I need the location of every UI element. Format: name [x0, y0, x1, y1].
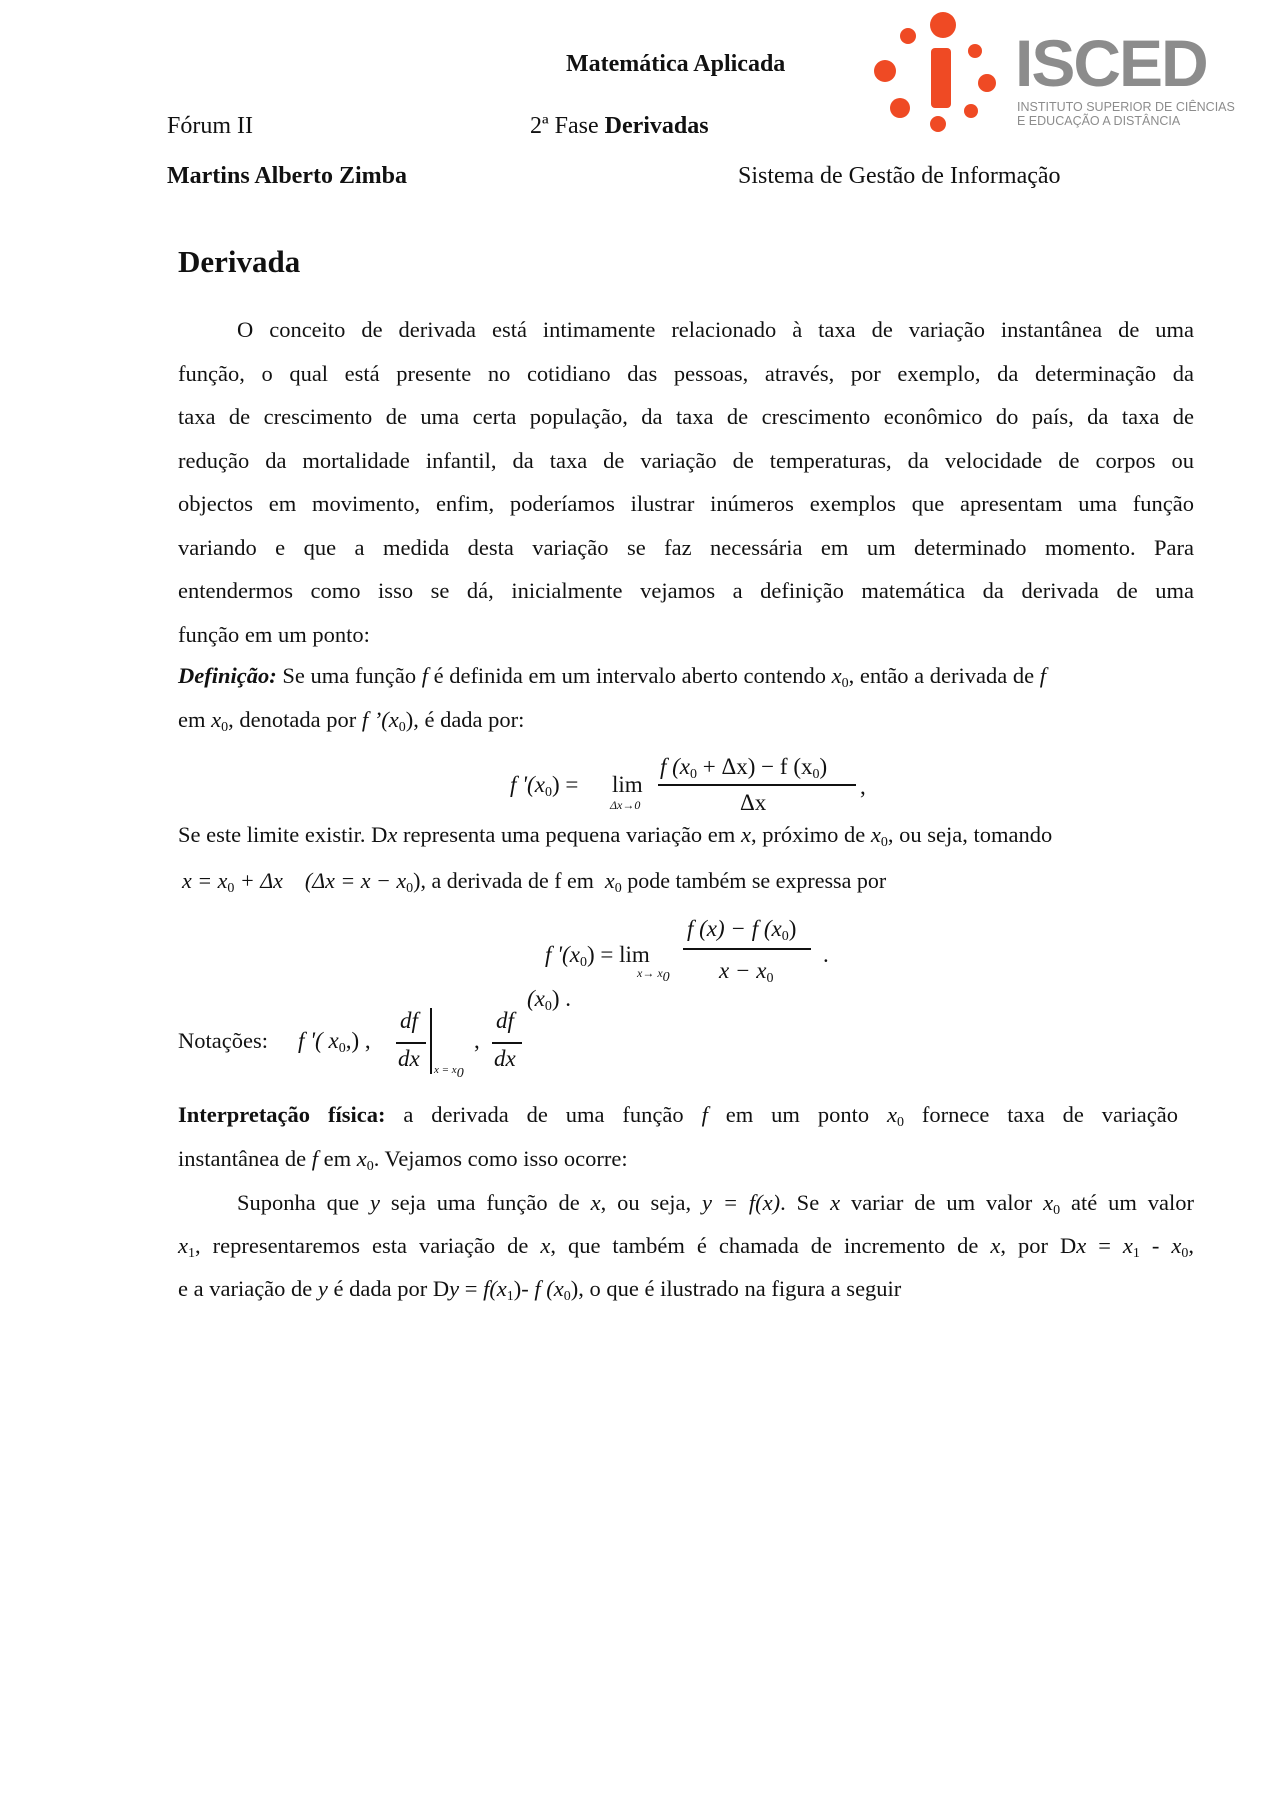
logo-dot	[930, 116, 946, 132]
evaluation-bar	[430, 1008, 432, 1074]
fraction-bar	[396, 1042, 426, 1044]
logo-dot	[964, 104, 978, 118]
fraction-bar	[658, 784, 856, 786]
fraction-bar	[492, 1042, 522, 1044]
alternative-derivative-formula: f '$(x_0) = \lim$ $x\to x_0$ f (x) − f $(x_0)$ $x - x_0$ . $(x_0)$ .	[527, 916, 829, 1014]
derivative-definition-formula: f '$(x_0)$ = lim Δx→0 f $(x_0 + \Delta x) - f$ $(x_0)$ Δx ,	[510, 754, 866, 815]
logo-dot	[890, 98, 910, 118]
logo-dot	[968, 44, 982, 58]
suppose-line-1: Suponha que y seja uma função de x, ou seja, y = f(x). Se x variar de um valor $x_0$ até um valor	[237, 1190, 1195, 1218]
definition-line-2: em $x_0$, denotada por f $’(x_0)$, é dada por:	[178, 707, 525, 735]
logo-dot	[930, 12, 956, 38]
suppose-line-3: e a variação de y é dada por $Dy = f(x_1)-$ f $(x_0)$, o que é ilustrado na figura a seguir	[178, 1276, 902, 1304]
notations-line: Notações: f '( $x_0$,) , df dx $x = x_0$ , df dx	[178, 1008, 578, 1080]
limit-explanation-line: Se este limite existir. Dx representa uma pequena variação em x, próximo de $x_0$, ou seja, tomando	[178, 822, 1053, 850]
course-title: Matemática Aplicada	[566, 51, 786, 77]
phase-label: 2ª Fase Derivadas	[530, 113, 709, 139]
physical-interpretation-line-2: instantânea de f em $x_0$. Vejamos como isso ocorre:	[178, 1146, 628, 1174]
program-name: Sistema de Gestão de Informação	[738, 163, 1061, 189]
logo-subtitle: INSTITUTO SUPERIOR DE CIÊNCIAS E EDUCAÇÃO A DISTÂNCIA	[1017, 100, 1235, 128]
suppose-line-2: $x_1$, representaremos esta variação de x, que também é chamada de incremento de x, por $Dx = x_1 - x_0$,	[178, 1233, 1194, 1261]
logo-wordmark: ISCED	[1015, 26, 1207, 100]
forum-label: Fórum II	[167, 113, 253, 139]
logo-bar	[931, 48, 951, 108]
author-name: Martins Alberto Zimba	[167, 163, 407, 189]
logo-dot	[874, 60, 896, 82]
fraction-bar	[683, 948, 811, 950]
section-title: Derivada	[178, 244, 301, 279]
physical-interpretation-line-1: Interpretação física: a derivada de uma função f em um ponto $x_0$ fornece taxa de variação	[178, 1102, 1179, 1130]
isced-logo	[860, 8, 1260, 138]
definition-line-1: Definição: Se uma função f é definida em um intervalo aberto contendo $x_0$, então a derivada de f	[178, 663, 1046, 691]
logo-dot	[978, 74, 996, 92]
logo-dot	[900, 28, 916, 44]
increment-substitution-line: $x = x_0 + \Delta x$ $(\Delta x = x - x_0)$, a derivada de f em $x_0$ pode também se expressa por	[182, 868, 887, 896]
intro-paragraph: O conceito de derivada está intimamente relacionado à taxa de variação instantânea de uma função, o qual está presente no cotidiano das pessoas, através, por exemplo, da determinação da taxa de crescimento de uma certa população, da taxa de crescimento econômico do país, da taxa de redução da mortalidade infantil, da taxa de variação de temperaturas, da velocidade de corpos ou objectos em movimento, enfim, poderíamos ilustrar inúmeros exemplos que apresentam uma função variando e que a medida desta variação se faz necessária em um determinado momento. Para entendermos como isso se dá, inicialmente vejamos a definição matemática da derivada de uma função em um ponto:	[178, 317, 1194, 647]
